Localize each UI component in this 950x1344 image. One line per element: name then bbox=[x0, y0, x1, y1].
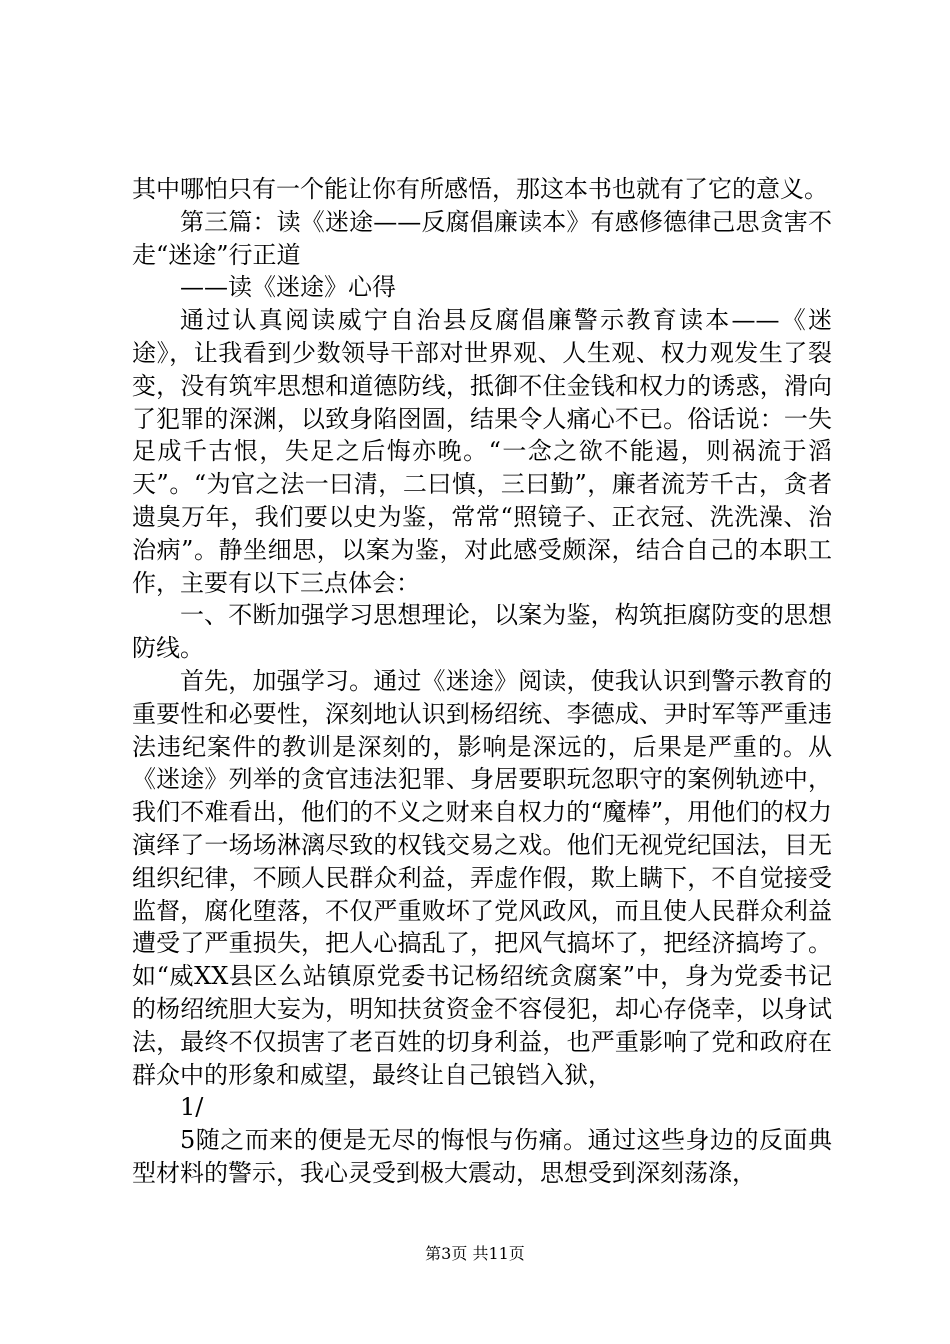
document-body bbox=[132, 173, 832, 1190]
paragraph-8: 5随之而来的便是无尽的悔恨与伤痛。通过这些身边的反面典型材料的警示，我心灵受到极大震动，思想受到深刻荡涤， bbox=[132, 1126, 832, 1187]
paragraph-7: 1/ bbox=[180, 1093, 204, 1122]
paragraph-5: 一、不断加强学习思想理论，以案为鉴，构筑拒腐防变的思想防线。 bbox=[132, 601, 832, 663]
paragraph-4: 通过认真阅读威宁自治县反腐倡廉警示教育读本——《迷途》，让我看到少数领导干部对世界观、人生观、权力观发生了裂变，没有筑牢思想和道德防线，抵御不住金钱和权力的诱惑，滑向了犯罪的深渊，以致身陷囹圄，结果令人痛心不已。俗话说：一失足成千古恨，失足之后悔亦晚。“一念之欲不能遏，则祸流于滔天”。“为官之法一曰清，二曰慎，三曰勤”，廉者流芳千古，贪者遗臭万年，我们要以史为鉴，常常“照镜子、正衣冠、洗洗澡、治治病”。静坐细思，以案为鉴，对此感受颇深，结合自己的本职工作，主要有以下三点体会： bbox=[132, 306, 832, 597]
paragraph-1: 其中哪怕只有一个能让你有所感悟，那这本书也就有了它的意义。 bbox=[132, 175, 828, 203]
paragraph-6: 首先，加强学习。通过《迷途》阅读，使我认识到警示教育的重要性和必要性，深刻地认识到杨绍统、李德成、尹时军等严重违法违纪案件的教训是深刻的，影响是深远的，后果是严重的。从《迷途》列举的贪官违法犯罪、身居要职玩忽职守的案例轨迹中，我们不难看出，他们的不义之财来自权力的“魔棒”，用他们的权力演绎了一场场淋漓尽致的权钱交易之戏。他们无视党纪国法，目无组织纪律，不顾人民群众利益，弄虚作假，欺上瞒下，不自觉接受监督，腐化堕落，不仅严重败坏了党风政风，而且使人民群众利益遭受了严重损失，把人心搞乱了，把风气搞坏了，把经济搞垮了。如“威XX县区么站镇原党委书记杨绍统贪腐案”中，身为党委书记的杨绍统胆大妄为，明知扶贫资金不容侵犯，却心存侥幸，以身试法，最终不仅损害了老百姓的切身利益，也严重影响了党和政府在群众中的形象和威望，最终让自己锒铛入狱， bbox=[132, 666, 832, 1089]
paragraph-2: 第三篇：读《迷途——反腐倡廉读本》有感修德律己思贪害不走“迷途”行正道 bbox=[132, 207, 832, 269]
paragraph-3: ——读《迷途》心得 bbox=[180, 273, 396, 302]
page-footer: 第3页 共11页 bbox=[425, 1244, 525, 1263]
